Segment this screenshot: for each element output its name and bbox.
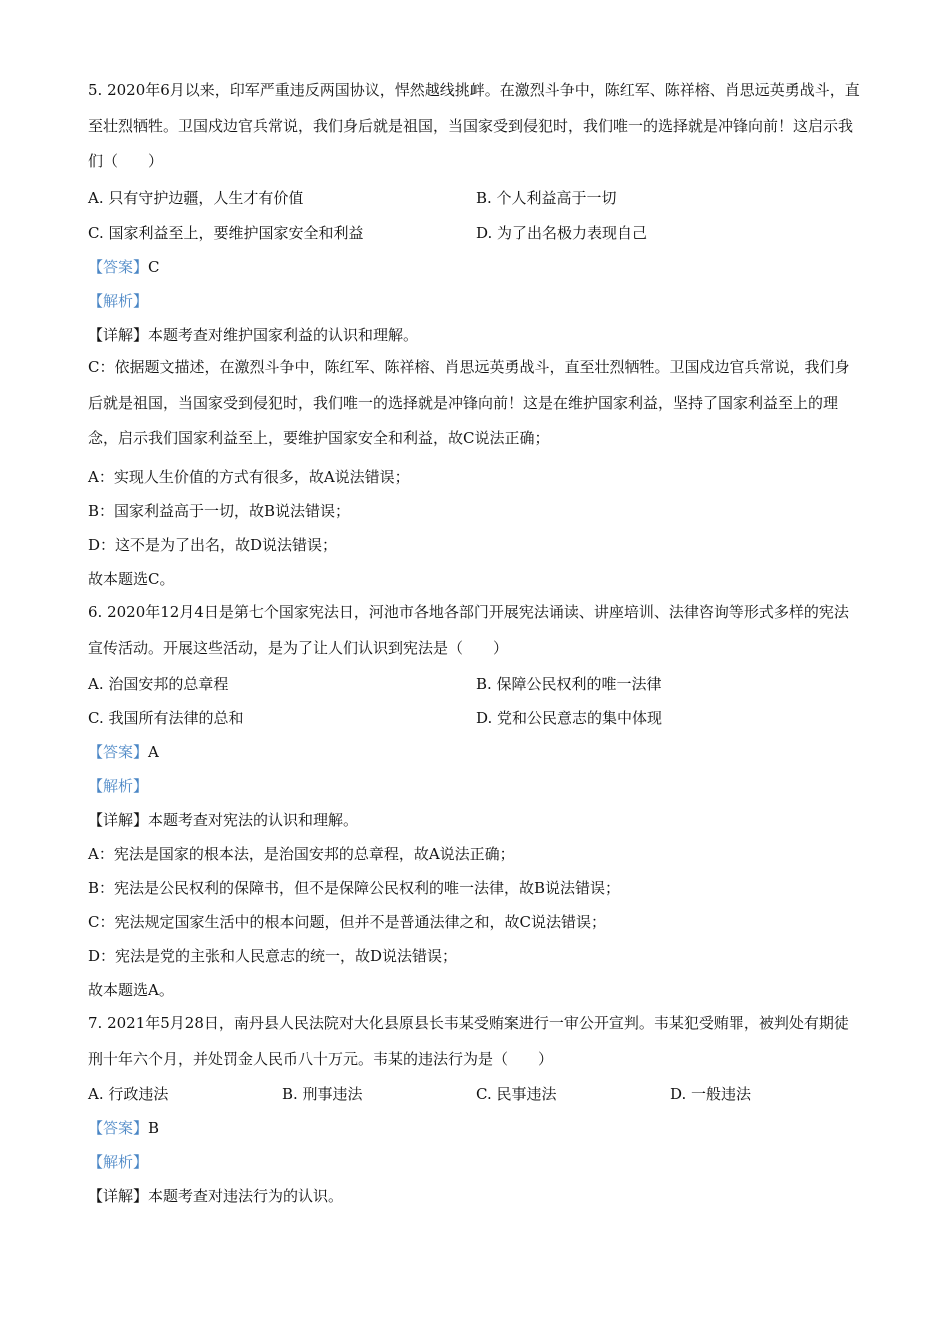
detail-label: 【详解】: [88, 811, 149, 829]
q7-answer: [88, 1118, 159, 1138]
answer-value: B: [148, 1119, 160, 1137]
q6-conclusion: 故本题选A。: [88, 981, 174, 999]
q7-option-b: B. 刑事违法: [282, 1085, 363, 1103]
answer-label: 【答案】: [88, 1119, 149, 1137]
q5-explain-b: B：国家利益高于一切，故B说法错误；: [88, 502, 351, 520]
q5-explain-d: D：这不是为了出名，故D说法错误；: [88, 536, 338, 554]
answer-value: C: [148, 258, 160, 276]
q5-explain-c: C：依据题文描述，在激烈斗争中，陈红军、陈祥榕、肖思远英勇战斗，直至壮烈牺牲。卫国戍边官兵常说，我们身后就是祖国，当国家受到侵犯时，我们唯一的选择就是冲锋向前！这是在维护国家利益，坚持了国家利益至上的理念，启示我们国家利益至上，要维护国家安全和利益，故C说法正确；: [88, 358, 850, 447]
detail-text: 本题考查对维护国家利益的认识和理解。: [148, 326, 419, 344]
q6-option-c: C. 我国所有法律的总和: [88, 709, 244, 727]
answer-value: A: [148, 743, 159, 761]
q6-explain-d: D：宪法是党的主张和人民意志的统一，故D说法错误；: [88, 947, 458, 965]
q5-option-b: B. 个人利益高于一切: [476, 189, 617, 207]
q5-option-c: C. 国家利益至上，要维护国家安全和利益: [88, 224, 364, 242]
q6-answer: [88, 742, 159, 762]
q6-explain-b: B：宪法是公民权利的保障书，但不是保障公民权利的唯一法律，故B说法错误；: [88, 879, 621, 897]
q5-stem: 5. 2020年6月以来，印军严重违反两国协议，悍然越线挑衅。在激烈斗争中，陈红军、陈祥榕、肖思远英勇战斗，直至壮烈牺牲。卫国戍边官兵常说，我们身后就是祖国，当国家受到侵犯时，我们唯一的选择就是冲锋向前！这启示我们（ ）: [88, 81, 860, 170]
q5-conclusion: 故本题选C。: [88, 570, 175, 588]
q6-analysis-label: 【解析】: [88, 777, 149, 795]
q6-detail: [88, 810, 358, 830]
answer-label: 【答案】: [88, 743, 149, 761]
q7-stem: 7. 2021年5月28日，南丹县人民法院对大化县原县长韦某受贿案进行一审公开宣判。韦某犯受贿罪，被判处有期徒刑十年六个月，并处罚金人民币八十万元。韦某的违法行为是（ ）: [88, 1014, 849, 1068]
q7-option-a: A. 行政违法: [88, 1085, 169, 1103]
q5-answer: [88, 257, 160, 277]
q5-detail: [88, 325, 418, 345]
q6-option-a: A. 治国安邦的总章程: [88, 675, 229, 693]
q6-option-d: D. 党和公民意志的集中体现: [476, 709, 663, 727]
q6-explain-a: A：宪法是国家的根本法，是治国安邦的总章程，故A说法正确；: [88, 845, 515, 863]
q6-explain-c: C：宪法规定国家生活中的根本问题，但并不是普通法律之和，故C说法错误；: [88, 913, 606, 931]
q7-analysis-label: 【解析】: [88, 1153, 149, 1171]
q6-option-b: B. 保障公民权利的唯一法律: [476, 675, 662, 693]
detail-label: 【详解】: [88, 1187, 149, 1205]
q7-detail: [88, 1186, 343, 1206]
q5-option-a: A. 只有守护边疆，人生才有价值: [88, 189, 304, 207]
detail-label: 【详解】: [88, 326, 149, 344]
q6-stem: 6. 2020年12月4日是第七个国家宪法日，河池市各地各部门开展宪法诵读、讲座培训、法律咨询等形式多样的宪法宣传活动。开展这些活动，是为了让人们认识到宪法是（ ）: [88, 603, 849, 657]
q7-option-c: C. 民事违法: [476, 1085, 557, 1103]
q5-option-d: D. 为了出名极力表现自己: [476, 224, 648, 242]
detail-text: 本题考查对违法行为的认识。: [148, 1187, 344, 1205]
q5-explain-a: A：实现人生价值的方式有很多，故A说法错误；: [88, 468, 410, 486]
detail-text: 本题考查对宪法的认识和理解。: [148, 811, 359, 829]
q7-option-d: D. 一般违法: [670, 1085, 752, 1103]
q5-analysis-label: 【解析】: [88, 292, 149, 310]
answer-label: 【答案】: [88, 258, 149, 276]
